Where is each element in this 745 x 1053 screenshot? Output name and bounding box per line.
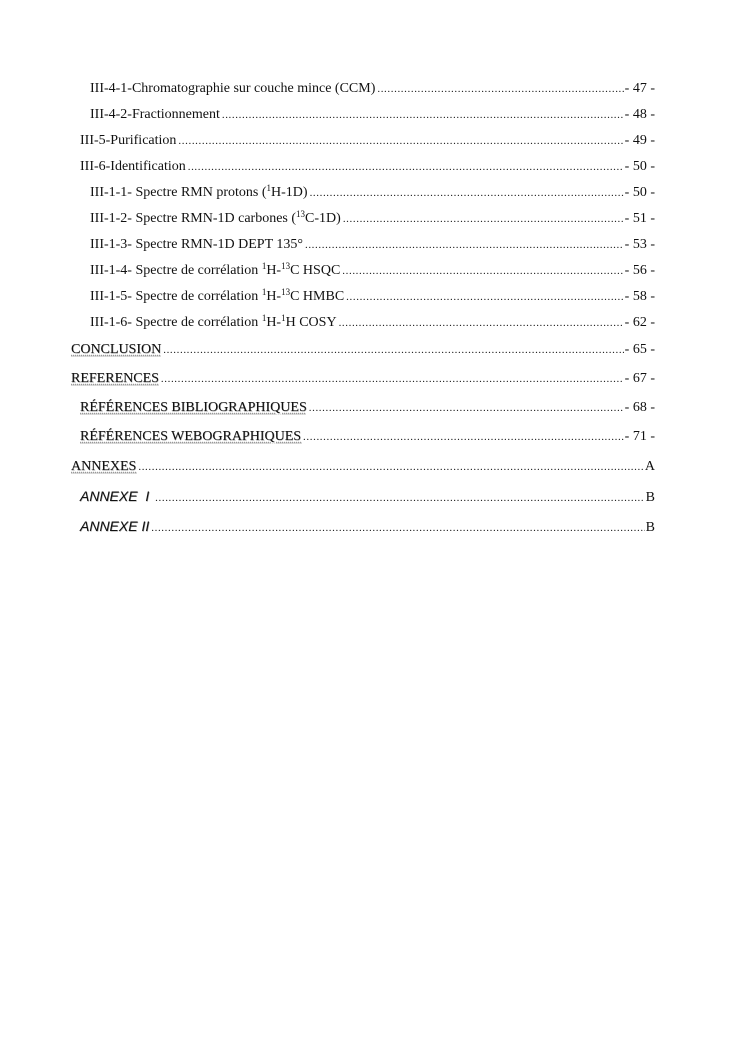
- dot-leader: [178, 132, 623, 150]
- toc-page-number: - 68 -: [624, 400, 655, 415]
- dot-leader: [346, 288, 624, 306]
- toc-entry-dept-135[interactable]: [90, 236, 655, 254]
- toc-entry-hmbc[interactable]: [90, 288, 655, 306]
- toc-entry-annexe-ii[interactable]: [80, 517, 655, 537]
- toc-entry-label: III-6-Identification: [80, 159, 186, 174]
- dot-leader: [163, 341, 623, 359]
- toc-page-number: - 65 -: [624, 342, 655, 357]
- dot-leader: [188, 158, 624, 176]
- dot-leader: [309, 399, 624, 417]
- toc-entry-conclusion[interactable]: [71, 341, 655, 359]
- toc-page-number: - 71 -: [624, 429, 655, 444]
- toc-page-number: B: [645, 520, 655, 535]
- toc-entry-annexe-i[interactable]: [80, 487, 655, 507]
- toc-page-number: - 50 -: [624, 159, 655, 174]
- toc-entry-annexes[interactable]: [71, 458, 655, 476]
- dot-leader: [305, 236, 624, 254]
- toc-entry-label: III-1-4- Spectre de corrélation $^1$H-$^{13}$C HSQC: [90, 261, 341, 278]
- toc-page-number: - 49 -: [624, 133, 655, 148]
- toc-entry-label: III-1-3- Spectre RMN-1D DEPT 135°: [90, 237, 303, 252]
- toc-entry-label: RÉFÉRENCES WEBOGRAPHIQUES: [80, 429, 302, 444]
- toc-entry-label: III-1-6- Spectre de corrélation $^1$H-$^1$H COSY: [90, 313, 337, 330]
- dot-leader: [377, 80, 623, 98]
- toc-page-number: - 50 -: [624, 185, 655, 200]
- dot-leader: [161, 370, 624, 388]
- toc-page-number: - 56 -: [624, 263, 655, 278]
- toc-page-number: A: [644, 459, 655, 474]
- dot-leader: [342, 262, 623, 280]
- toc-entry-label: REFERENCES: [71, 371, 159, 386]
- toc-entry-label: III-1-5- Spectre de corrélation $^1$H-$^{13}$C HMBC: [90, 287, 345, 304]
- toc-entry-label: III-1-1- Spectre RMN protons ($^1$H-1D): [90, 183, 308, 200]
- toc-page-number: - 47 -: [624, 81, 655, 96]
- toc-entry-label: III-4-2-Fractionnement: [90, 107, 220, 122]
- toc-entry-references-bibliographiques[interactable]: [80, 399, 655, 417]
- toc-page-number: - 48 -: [624, 107, 655, 122]
- toc-entry-ccm[interactable]: [90, 80, 655, 98]
- dot-leader: [343, 210, 624, 228]
- toc-entry-cosy[interactable]: [90, 314, 655, 332]
- toc-entry-rmn-carbones[interactable]: [90, 210, 655, 228]
- toc-entry-label: III-4-1-Chromatographie sur couche mince (CCM): [90, 81, 376, 96]
- dot-leader: [339, 314, 624, 332]
- toc-entry-label: CONCLUSION: [71, 342, 162, 357]
- toc-entry-references[interactable]: [71, 370, 655, 388]
- toc-entry-label: ANNEXE I: [80, 488, 154, 504]
- dot-leader: [151, 519, 644, 537]
- toc-page-number: - 58 -: [624, 289, 655, 304]
- toc-entry-rmn-protons[interactable]: [90, 184, 655, 202]
- toc-entry-label: ANNEXES: [71, 459, 137, 474]
- dot-leader: [303, 428, 624, 446]
- toc-page-number: - 53 -: [624, 237, 655, 252]
- toc-entry-identification[interactable]: [80, 158, 655, 176]
- dot-leader: [222, 106, 624, 124]
- dot-leader: [138, 458, 644, 476]
- toc-entry-label: III-1-2- Spectre RMN-1D carbones ($^{13}$C-1D): [90, 209, 341, 226]
- toc-page-number: - 62 -: [624, 315, 655, 330]
- toc-entry-label: III-5-Purification: [80, 133, 177, 148]
- toc-entry-fractionnement[interactable]: [90, 106, 655, 124]
- dot-leader: [155, 489, 645, 507]
- toc-entry-hsqc[interactable]: [90, 262, 655, 280]
- toc-entry-label: ANNEXE II: [80, 518, 150, 534]
- toc-entry-purification[interactable]: [80, 132, 655, 150]
- toc-page-number: B: [645, 490, 655, 505]
- toc-entry-label: RÉFÉRENCES BIBLIOGRAPHIQUES: [80, 400, 307, 415]
- toc-page-number: - 67 -: [624, 371, 655, 386]
- dot-leader: [310, 184, 624, 202]
- toc-page-number: - 51 -: [624, 211, 655, 226]
- toc-entry-references-webographiques[interactable]: [80, 428, 655, 446]
